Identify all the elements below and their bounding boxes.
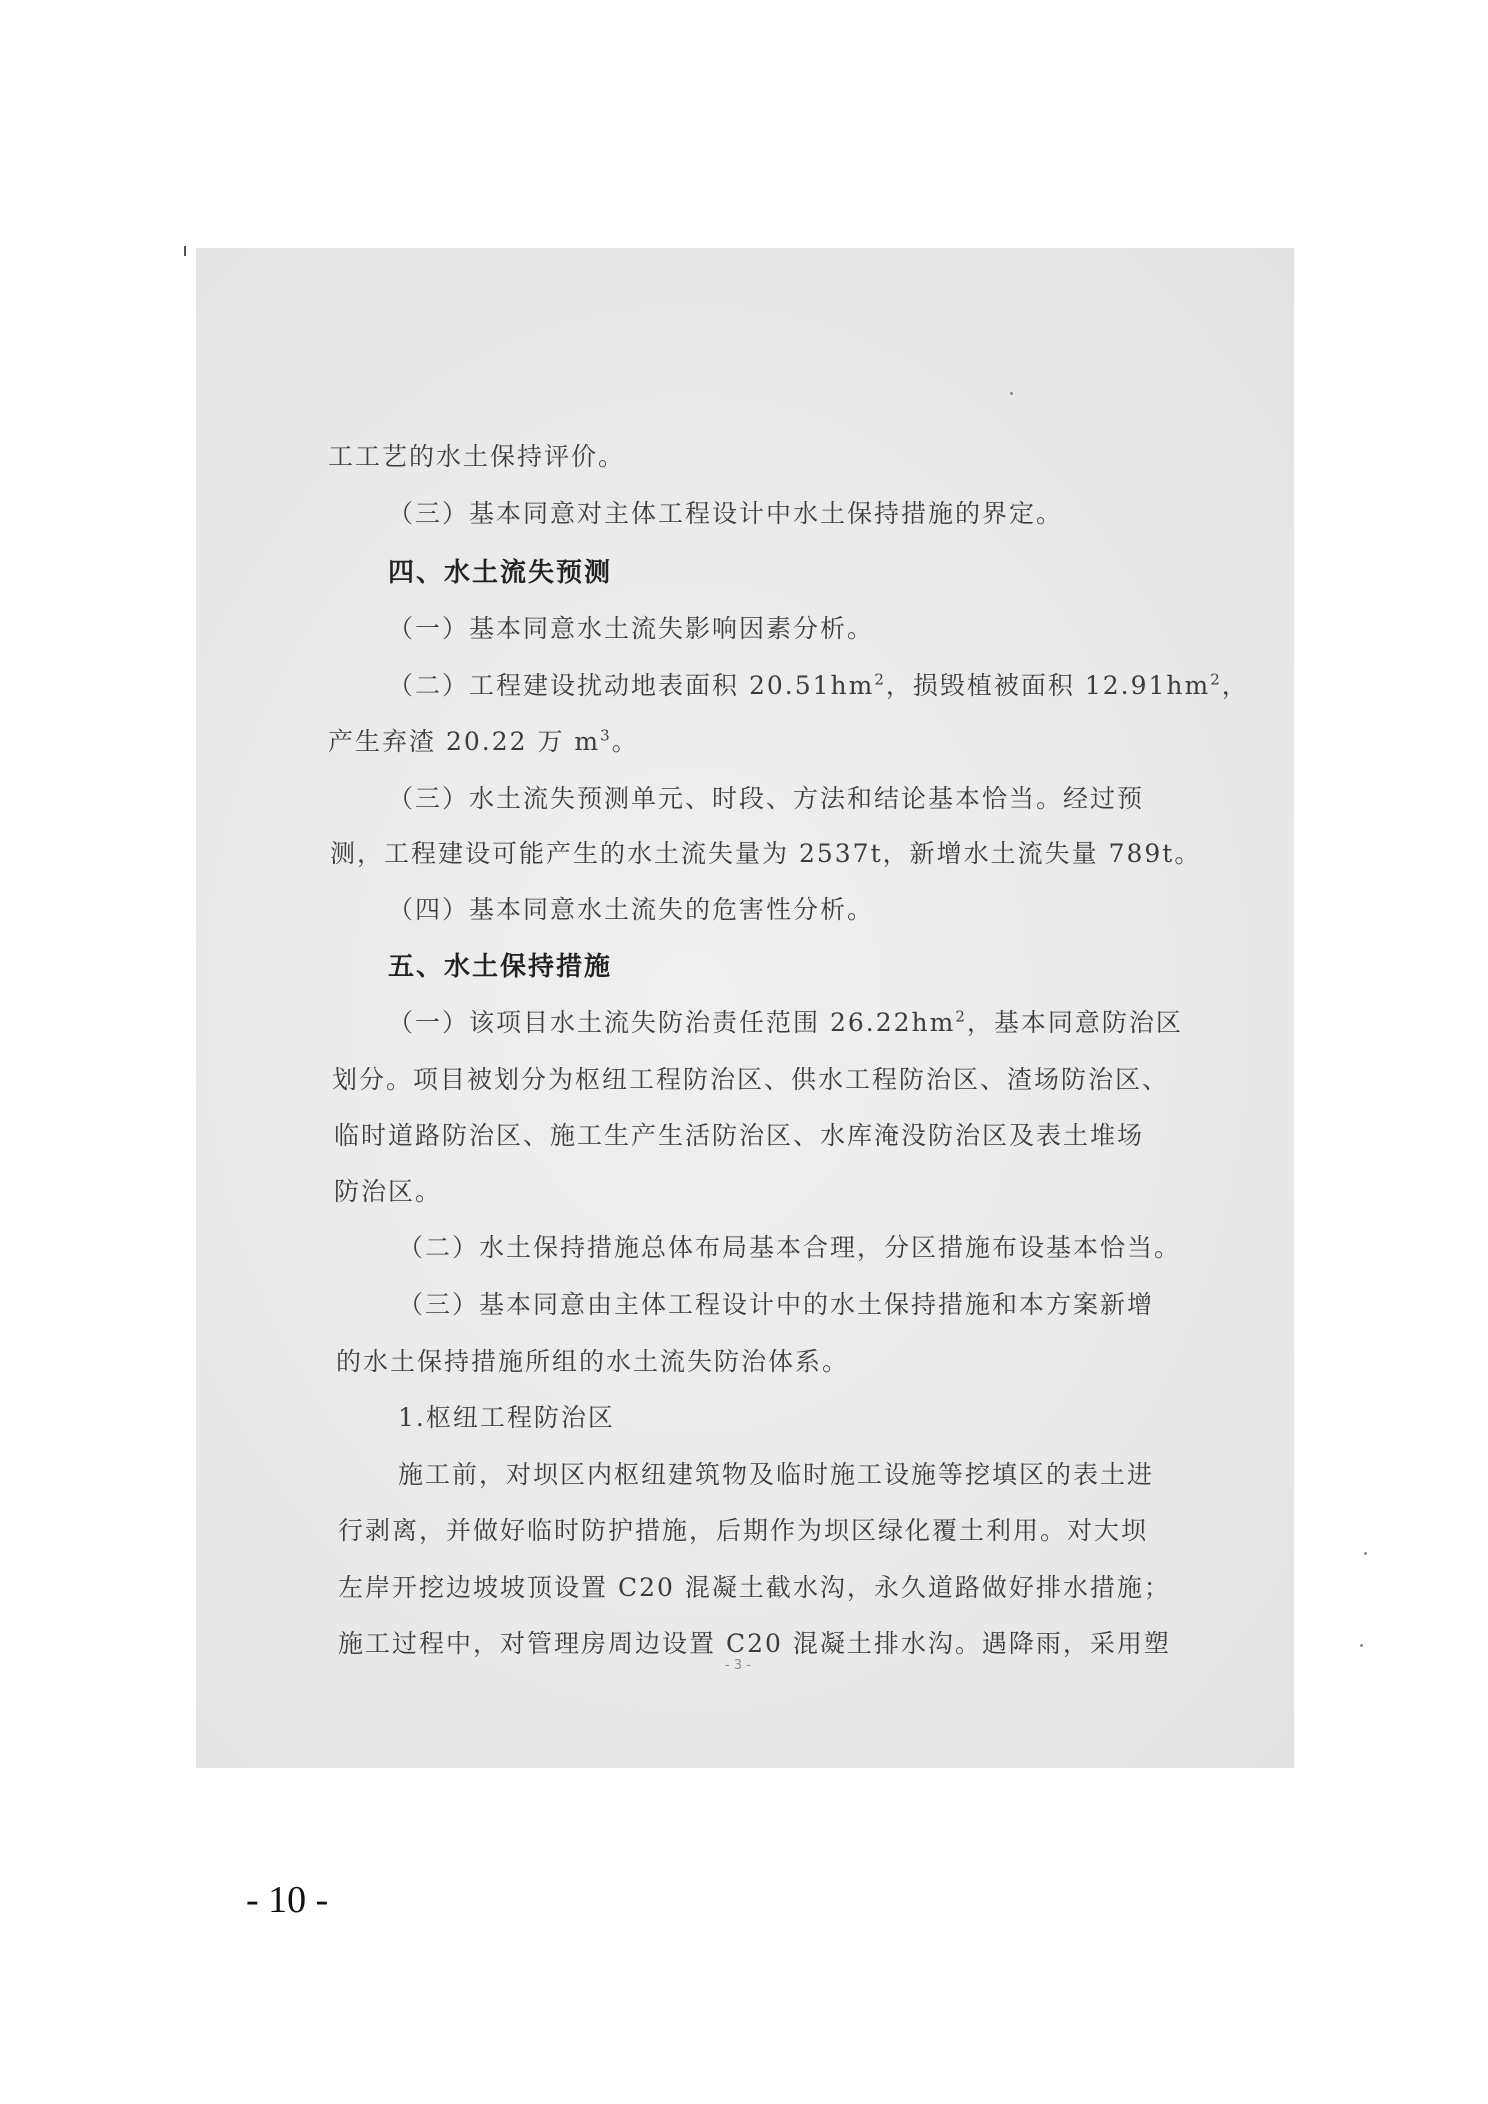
paragraph-line: 1.枢纽工程防治区 (398, 1403, 615, 1432)
scan-page-number: - 3 - (725, 1658, 751, 1673)
paragraph-line: 施工过程中，对管理房周边设置 C20 混凝土排水沟。遇降雨，采用塑 (338, 1629, 1171, 1658)
paragraph-line: （一）基本同意水土流失影响因素分析。 (388, 614, 875, 643)
paragraph-line: 施工前，对坝区内枢纽建筑物及临时施工设施等挖填区的表土进 (398, 1460, 1155, 1489)
page-number: - 10 - (246, 1879, 329, 1921)
paragraph-line: 产生弃渣 20.22 万 $m^3$。 (328, 726, 639, 756)
paragraph-line: （三）基本同意由主体工程设计中的水土保持措施和本方案新增 (398, 1290, 1155, 1319)
paragraph-line: （四）基本同意水土流失的危害性分析。 (388, 895, 875, 924)
paragraph-line: （一）该项目水土流失防治责任范围 $26.22hm^2$，基本同意防治区 (388, 1007, 1183, 1037)
paragraph-line: （二）工程建设扰动地表面积 $20.51hm^2$，损毁植被面积 $12.91hm^2$， (388, 670, 1249, 700)
paragraph-line: 防治区。 (334, 1177, 443, 1206)
paragraph-line: 工工艺的水土保持评价。 (328, 442, 626, 471)
paragraph-line: （二）水土保持措施总体布局基本合理，分区措施布设基本恰当。 (398, 1233, 1182, 1262)
paragraph-line: 行剥离，并做好临时防护措施，后期作为坝区绿化覆土利用。对大坝 (338, 1516, 1149, 1545)
paragraph-line: 测，工程建设可能产生的水土流失量为 2537t，新增水土流失量 789t。 (330, 839, 1202, 868)
paragraph-line: （三）水土流失预测单元、时段、方法和结论基本恰当。经过预 (388, 784, 1145, 813)
section-heading: 四、水土流失预测 (388, 558, 613, 588)
paragraph-line: 临时道路防治区、施工生产生活防治区、水库淹没防治区及表土堆场 (334, 1121, 1145, 1150)
paragraph-line: 划分。项目被划分为枢纽工程防治区、供水工程防治区、渣场防治区、 (332, 1065, 1170, 1094)
paragraph-line: 左岸开挖边坡坡顶设置 C20 混凝土截水沟，永久道路做好排水措施； (338, 1573, 1171, 1602)
paragraph-line: 的水土保持措施所组的水土流失防治体系。 (336, 1347, 850, 1376)
section-heading: 五、水土保持措施 (388, 952, 613, 982)
paragraph-line: （三）基本同意对主体工程设计中水土保持措施的界定。 (388, 499, 1064, 528)
